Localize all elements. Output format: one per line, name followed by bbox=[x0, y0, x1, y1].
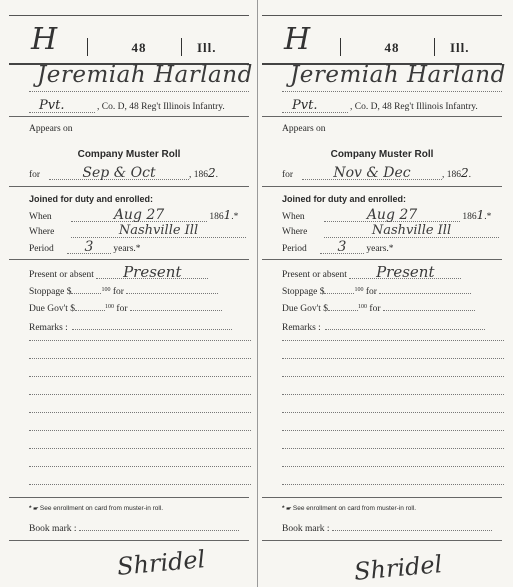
header-state: Ill. bbox=[197, 40, 217, 55]
due-reason bbox=[130, 302, 222, 311]
remarks-line bbox=[282, 358, 504, 359]
name-rule bbox=[282, 91, 502, 92]
when-label: When bbox=[29, 212, 52, 222]
year-digit: 2 bbox=[461, 166, 469, 180]
stoppage-label: Stoppage $ bbox=[282, 287, 325, 297]
when-star: .* bbox=[231, 212, 239, 222]
footnote bbox=[29, 505, 163, 513]
header-regiment-number: 48 bbox=[131, 40, 147, 55]
due-dollars bbox=[328, 302, 358, 311]
appears-on-label: Appears on bbox=[29, 124, 73, 134]
stoppage-for: for bbox=[112, 287, 124, 297]
appears-on-label: Appears on bbox=[282, 124, 326, 134]
footnote-mark: * 🖝 bbox=[29, 505, 39, 512]
section-rule bbox=[9, 540, 249, 541]
year-prefix: 186 bbox=[193, 170, 208, 180]
when-year-digit: 1 bbox=[223, 208, 232, 222]
book-mark-value bbox=[332, 522, 492, 531]
for-label: for bbox=[29, 170, 41, 180]
present-row bbox=[29, 263, 251, 281]
period-unit: years.* bbox=[366, 244, 394, 254]
due-label: Due Gov't $ bbox=[282, 304, 329, 314]
remarks-line bbox=[282, 340, 504, 341]
when-label: When bbox=[282, 212, 305, 222]
book-mark-row bbox=[282, 522, 504, 534]
period-label: Period bbox=[282, 244, 307, 254]
stoppage-cents: 100 bbox=[101, 287, 111, 293]
section-rule bbox=[262, 116, 502, 117]
stoppage-label: Stoppage $ bbox=[29, 287, 72, 297]
joined-label: Joined for duty and enrolled: bbox=[29, 194, 154, 204]
remarks-row bbox=[29, 321, 251, 333]
due-reason bbox=[383, 302, 475, 311]
stoppage-reason bbox=[379, 285, 471, 294]
stoppage-cents: 100 bbox=[354, 287, 364, 293]
unit-text: , Co. D, 48 Reg't Illinois Infantry. bbox=[350, 102, 478, 112]
book-mark-value bbox=[79, 522, 239, 531]
remarks-line bbox=[282, 466, 504, 467]
remarks-line bbox=[29, 448, 251, 449]
when-year-digit: 1 bbox=[476, 208, 485, 222]
present-value: Present bbox=[96, 266, 208, 279]
roll-title: Company Muster Roll bbox=[330, 149, 434, 160]
where-label: Where bbox=[29, 227, 55, 237]
header-separator bbox=[434, 38, 435, 56]
section-rule bbox=[262, 186, 502, 187]
name-rule bbox=[29, 91, 249, 92]
header-letter: H bbox=[284, 22, 311, 57]
due-dollars bbox=[75, 302, 105, 311]
remarks-line bbox=[282, 394, 504, 395]
remarks-line bbox=[29, 376, 251, 377]
header-regiment-number: 48 bbox=[384, 40, 400, 55]
when-value: Aug 27 bbox=[71, 209, 207, 222]
header-separator bbox=[87, 38, 88, 56]
footnote-text: See enrollment on card from muster-in roll. bbox=[292, 505, 417, 512]
stoppage-for: for bbox=[365, 287, 377, 297]
year-digit: 2 bbox=[208, 166, 216, 180]
section-rule bbox=[262, 540, 502, 541]
period-value: 3 bbox=[67, 241, 111, 254]
for-value: Sep & Oct bbox=[49, 167, 189, 180]
due-label: Due Gov't $ bbox=[29, 304, 76, 314]
remarks-label: Remarks : bbox=[282, 323, 321, 333]
period-row bbox=[282, 241, 504, 254]
present-label: Present or absent bbox=[29, 270, 94, 280]
for-value: Nov & Dec bbox=[302, 167, 442, 180]
remarks-first-line bbox=[325, 321, 485, 330]
rank-line bbox=[282, 100, 507, 113]
remarks-line bbox=[282, 412, 504, 413]
due-cents: 100 bbox=[105, 304, 115, 310]
soldier-name: Jeremiah Harland bbox=[290, 62, 506, 88]
due-for: for bbox=[116, 304, 128, 314]
remarks-first-line bbox=[72, 321, 232, 330]
section-rule bbox=[9, 497, 249, 498]
soldier-name: Jeremiah Harland bbox=[37, 62, 253, 88]
section-rule bbox=[9, 116, 249, 117]
present-label: Present or absent bbox=[282, 270, 347, 280]
where-value: Nashville Ill bbox=[324, 225, 499, 238]
book-mark-row bbox=[29, 522, 251, 534]
for-line: for Nov & Dec , 1862. bbox=[282, 165, 472, 181]
card-header bbox=[9, 22, 249, 64]
header-separator bbox=[181, 38, 182, 56]
stoppage-reason bbox=[126, 285, 218, 294]
due-cents: 100 bbox=[358, 304, 368, 310]
clerk-signature: Shridel bbox=[352, 550, 444, 586]
section-rule bbox=[9, 186, 249, 187]
present-value: Present bbox=[349, 266, 461, 279]
where-value: Nashville Ill bbox=[71, 225, 246, 238]
for-label: for bbox=[282, 170, 294, 180]
muster-card-right bbox=[262, 0, 506, 587]
stoppage-dollars bbox=[324, 285, 354, 294]
footnote-mark: * 🖝 bbox=[282, 505, 292, 512]
stoppage-dollars bbox=[71, 285, 101, 294]
footnote-text: See enrollment on card from muster-in roll. bbox=[39, 505, 164, 512]
due-row bbox=[29, 302, 251, 314]
where-label: Where bbox=[282, 227, 308, 237]
remarks-line bbox=[282, 448, 504, 449]
section-rule bbox=[262, 497, 502, 498]
muster-card-left bbox=[9, 0, 253, 587]
where-row bbox=[29, 225, 251, 238]
card-divider bbox=[257, 0, 258, 587]
rank-line bbox=[29, 100, 254, 113]
when-year-prefix: 186 bbox=[209, 212, 224, 222]
remarks-line bbox=[29, 484, 251, 485]
when-value: Aug 27 bbox=[324, 209, 460, 222]
where-row bbox=[282, 225, 504, 238]
due-row bbox=[282, 302, 504, 314]
remarks-line bbox=[282, 376, 504, 377]
remarks-line bbox=[29, 394, 251, 395]
joined-label: Joined for duty and enrolled: bbox=[282, 194, 407, 204]
remarks-line bbox=[29, 340, 251, 341]
period-row bbox=[29, 241, 251, 254]
due-for: for bbox=[369, 304, 381, 314]
present-row bbox=[282, 263, 504, 281]
rank-value: Pvt. bbox=[282, 100, 348, 113]
remarks-line bbox=[282, 430, 504, 431]
remarks-line bbox=[29, 358, 251, 359]
for-line: for Sep & Oct , 1862. bbox=[29, 165, 219, 181]
book-mark-label: Book mark : bbox=[29, 524, 77, 534]
unit-text: , Co. D, 48 Reg't Illinois Infantry. bbox=[97, 102, 225, 112]
clerk-signature: Shridel bbox=[115, 545, 207, 581]
header-state: Ill. bbox=[450, 40, 470, 55]
when-row bbox=[282, 208, 504, 222]
roll-title: Company Muster Roll bbox=[77, 149, 181, 160]
rank-value: Pvt. bbox=[29, 100, 95, 113]
when-star: .* bbox=[484, 212, 492, 222]
remarks-row bbox=[282, 321, 504, 333]
remarks-line bbox=[29, 412, 251, 413]
header-separator bbox=[340, 38, 341, 56]
stoppage-row bbox=[29, 285, 251, 297]
when-row bbox=[29, 208, 251, 222]
period-label: Period bbox=[29, 244, 54, 254]
period-unit: years.* bbox=[113, 244, 141, 254]
footnote bbox=[282, 505, 416, 513]
remarks-line bbox=[29, 466, 251, 467]
header-letter: H bbox=[31, 22, 58, 57]
period-value: 3 bbox=[320, 241, 364, 254]
when-year-prefix: 186 bbox=[462, 212, 477, 222]
year-prefix: 186 bbox=[446, 170, 461, 180]
book-mark-label: Book mark : bbox=[282, 524, 330, 534]
stoppage-row bbox=[282, 285, 504, 297]
section-rule bbox=[262, 259, 502, 260]
card-header bbox=[262, 22, 502, 64]
remarks-line bbox=[282, 484, 504, 485]
remarks-label: Remarks : bbox=[29, 323, 68, 333]
remarks-line bbox=[29, 430, 251, 431]
section-rule bbox=[9, 259, 249, 260]
